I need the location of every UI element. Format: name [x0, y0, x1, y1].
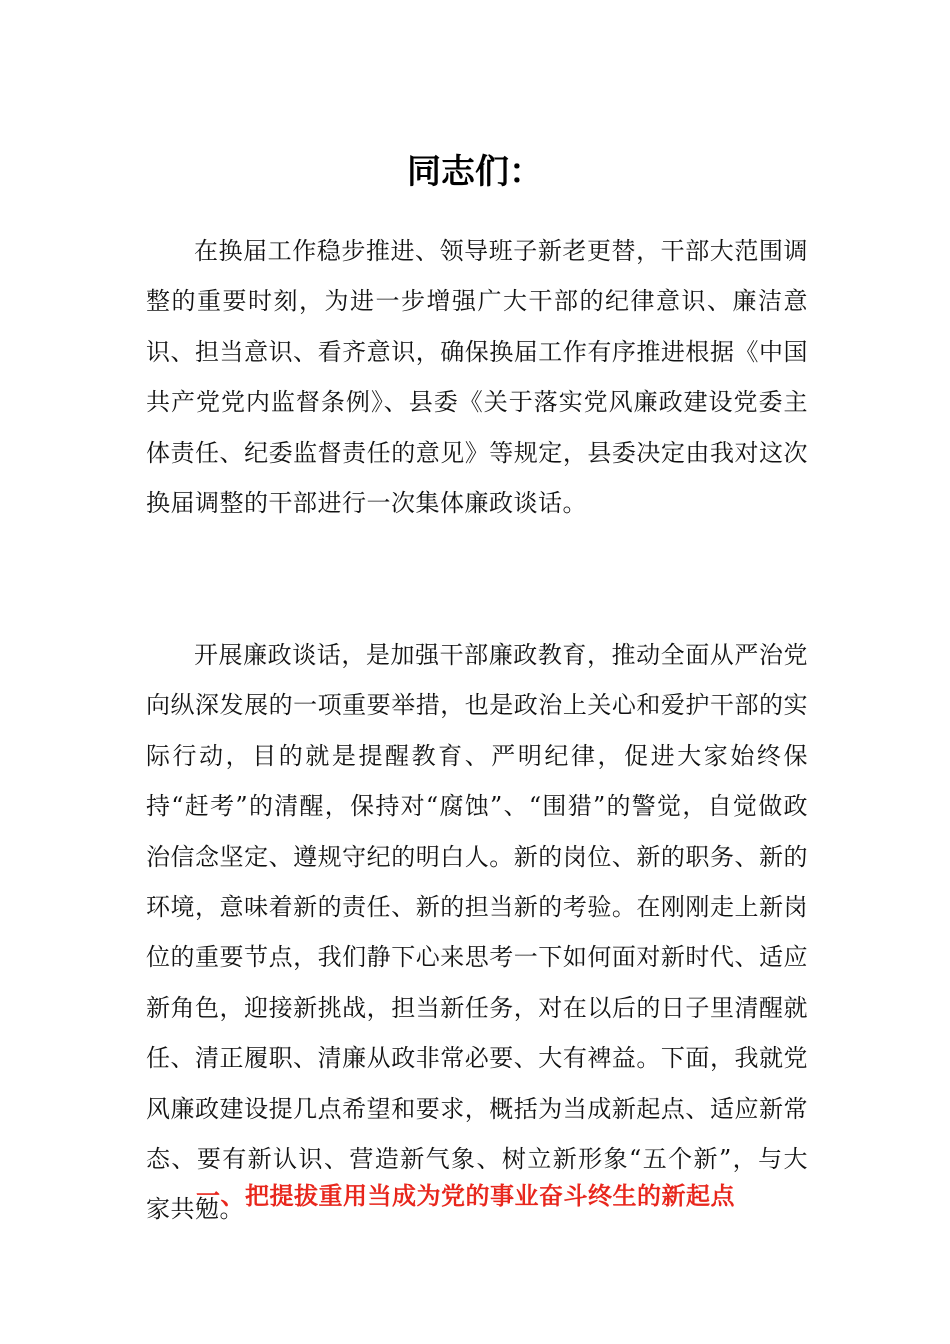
paragraph-purpose: 开展廉政谈话，是加强干部廉政教育，推动全面从严治党向纵深发展的一项重要举措，也是政治上关心和爱护干部的实际行动，目的就是提醒教育、严明纪律，促进大家始终保持“赶考”的清醒，保持对“腐蚀”、“围猎”的警觉，自觉做政治信念坚定、遵规守纪的明白人。新的岗位、新的职务、新的环境，意味着新的责任、新的担当新的考验。在刚刚走上新岗位的重要节点，我们静下心来思考一下如何面对新时代、适应新角色，迎接新挑战，担当新任务，对在以后的日子里清醒就任、清正履职、清廉从政非常必要、大有裨益。下面，我就党风廉政建设提几点希望和要求，概括为当成新起点、适应新常态、要有新认识、营造新气象、树立新形象“五个新”，与大家共勉。 [146, 641, 808, 1224]
paragraph-intro: 在换届工作稳步推进、领导班子新老更替，干部大范围调整的重要时刻，为进一步增强广大干部的纪律意识、廉洁意识、担当意识、看齐意识，确保换届工作有序推进根据《中国共产党党内监督条例》、县委《关于落实党风廉政建设党委主体责任、纪委监督责任的意见》等规定，县委决定由我对这次换届调整的干部进行一次集体廉政谈话。 [146, 237, 808, 518]
section-heading-1: 一、把提拔重用当成为党的事业奋斗终生的新起点 [196, 1182, 735, 1210]
document-title: 同志们： [407, 152, 543, 192]
